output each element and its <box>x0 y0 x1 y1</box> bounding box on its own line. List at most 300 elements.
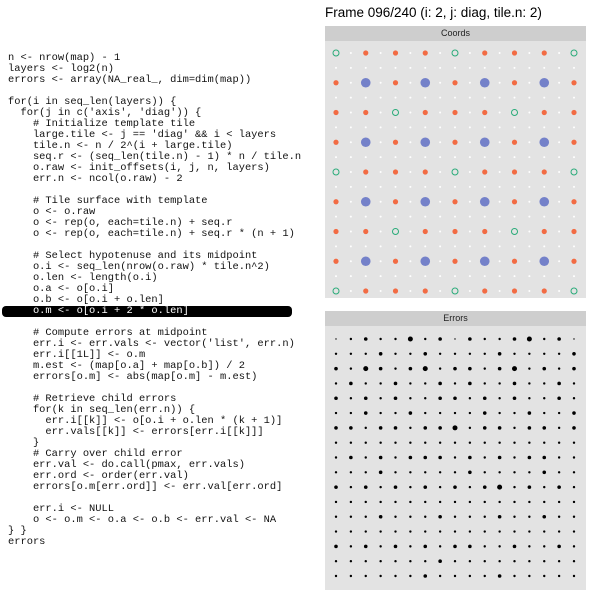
error-dot <box>394 412 396 414</box>
grid-dot <box>499 171 501 173</box>
error-dot <box>469 575 471 577</box>
code-line: tile.n <- n / 2^(i + large.tile) <box>8 140 233 152</box>
grid-dot <box>439 216 441 218</box>
coord-point-blue <box>480 256 490 266</box>
grid-dot <box>409 156 411 158</box>
error-dot <box>423 574 427 578</box>
error-dot <box>469 560 471 562</box>
coord-point-blue <box>539 197 549 207</box>
error-dot <box>453 545 457 549</box>
code-line: err.vals[[k]] <- errors[err.i[[k]]] <box>8 426 264 438</box>
error-dot <box>558 441 560 443</box>
error-dot <box>469 530 471 532</box>
grid-dot <box>558 156 560 158</box>
grid-dot <box>558 186 560 188</box>
coord-point-orange <box>393 50 398 55</box>
coord-point-orange <box>333 229 338 234</box>
error-dot <box>558 471 560 473</box>
grid-dot <box>514 245 516 247</box>
grid-dot <box>380 260 382 262</box>
grid-dot <box>558 231 560 233</box>
error-dot <box>513 412 515 414</box>
error-dot <box>335 560 337 562</box>
error-dot <box>498 456 502 460</box>
error-dot <box>513 516 515 518</box>
error-dot <box>469 353 471 355</box>
error-dot <box>484 441 486 443</box>
error-dot <box>498 574 502 578</box>
error-dot <box>543 501 545 503</box>
grid-dot <box>573 67 575 69</box>
grid-dot <box>528 216 530 218</box>
error-dot <box>454 353 456 355</box>
error-dot <box>572 367 576 371</box>
grid-dot <box>528 275 530 277</box>
error-dot <box>558 412 560 414</box>
grid-dot <box>439 112 441 114</box>
code-listing <box>8 53 301 548</box>
error-dot <box>454 441 456 443</box>
error-dot <box>454 412 456 414</box>
error-dot <box>365 382 367 384</box>
error-dot <box>542 426 546 430</box>
error-dot <box>484 575 486 577</box>
error-dot <box>394 471 396 473</box>
error-dot <box>543 382 545 384</box>
grid-dot <box>528 126 530 128</box>
error-dot <box>484 456 486 458</box>
grid-dot <box>424 97 426 99</box>
grid-dot <box>528 201 530 203</box>
grid-dot <box>499 245 501 247</box>
grid-dot <box>469 260 471 262</box>
coord-point-orange <box>423 288 428 293</box>
grid-dot <box>365 97 367 99</box>
error-dot <box>379 338 381 340</box>
code-line: o <- o.m <- o.a <- o.b <- err.val <- NA <box>8 514 277 526</box>
error-dot <box>498 382 500 384</box>
error-dot <box>513 560 515 562</box>
coord-point-blue <box>420 256 430 266</box>
error-dot <box>484 338 486 340</box>
code-line: err.i[[1L]] <- o.m <box>8 349 146 361</box>
grid-dot <box>380 67 382 69</box>
error-dot <box>364 545 368 549</box>
error-dot <box>409 397 411 399</box>
error-dot <box>542 367 546 371</box>
coord-point-blue <box>420 78 430 88</box>
grid-dot <box>335 126 337 128</box>
grid-dot <box>335 245 337 247</box>
error-dot <box>498 426 502 430</box>
grid-dot <box>380 290 382 292</box>
coords-plot <box>325 41 586 298</box>
coord-point-orange <box>482 50 487 55</box>
coord-point-orange <box>482 288 487 293</box>
errors-plot <box>325 326 586 590</box>
error-dot <box>513 456 515 458</box>
grid-dot <box>365 126 367 128</box>
grid-dot <box>558 112 560 114</box>
error-dot <box>409 501 411 503</box>
code-line: err.i[[k]] <- o[o.i + o.len * (k + 1)] <box>8 415 283 427</box>
grid-dot <box>439 290 441 292</box>
code-line: for(i in seq_len(layers)) { <box>8 96 177 108</box>
grid-dot <box>439 52 441 54</box>
coord-point-orange <box>423 169 428 174</box>
error-dot <box>483 411 487 415</box>
grid-dot <box>380 52 382 54</box>
grid-dot <box>499 290 501 292</box>
grid-dot <box>528 171 530 173</box>
error-dot <box>394 338 396 340</box>
error-dot <box>365 441 367 443</box>
error-dot <box>424 516 426 518</box>
code-line: } } <box>8 525 27 537</box>
grid-dot <box>350 112 352 114</box>
error-dot <box>498 352 502 356</box>
error-dot <box>528 426 532 430</box>
error-dot <box>454 501 456 503</box>
error-dot <box>335 501 337 503</box>
error-dot <box>572 411 576 415</box>
grid-dot <box>514 126 516 128</box>
error-dot <box>334 485 338 489</box>
grid-dot <box>484 216 486 218</box>
error-dot <box>439 412 441 414</box>
error-dot <box>573 516 575 518</box>
error-dot <box>423 545 427 549</box>
error-dot <box>528 411 532 415</box>
code-line: m.est <- (map[o.a] + map[o.b]) / 2 <box>8 360 245 372</box>
code-line: for(k in seq_len(err.n)) { <box>8 404 196 416</box>
code-line: seq.r <- (seq_len(tile.n) - 1) * n / tile.n <box>8 151 302 163</box>
error-dot <box>573 530 575 532</box>
coord-point-green <box>333 169 339 175</box>
coord-point-blue <box>361 197 371 207</box>
grid-dot <box>350 260 352 262</box>
coord-point-orange <box>512 80 517 85</box>
error-dot <box>439 501 441 503</box>
error-dot <box>424 471 426 473</box>
error-dot <box>379 397 381 399</box>
error-dot <box>424 397 426 399</box>
error-dot <box>335 456 337 458</box>
error-dot <box>498 545 500 547</box>
grid-dot <box>469 112 471 114</box>
error-dot <box>483 396 487 400</box>
grid-dot <box>558 290 560 292</box>
error-dot <box>424 530 426 532</box>
error-dot <box>454 530 456 532</box>
error-dot <box>558 367 560 369</box>
error-dot <box>573 456 575 458</box>
code-line: layers <- log2(n) <box>8 63 115 75</box>
error-dot <box>379 486 381 488</box>
grid-dot <box>454 186 456 188</box>
coord-point-orange <box>512 259 517 264</box>
error-dot <box>409 545 411 547</box>
error-dot <box>468 382 472 386</box>
code-line: err.ord <- order(err.val) <box>8 470 189 482</box>
error-dot <box>379 530 381 532</box>
coord-point-green <box>393 110 399 116</box>
coord-point-blue <box>539 78 549 88</box>
error-dot <box>394 501 396 503</box>
error-dot <box>334 396 338 400</box>
coord-point-green <box>452 169 458 175</box>
grid-dot <box>484 186 486 188</box>
error-dot <box>379 382 381 384</box>
grid-dot <box>380 275 382 277</box>
error-dot <box>498 412 500 414</box>
error-dot <box>350 575 352 577</box>
error-dot <box>498 501 500 503</box>
grid-dot <box>380 186 382 188</box>
error-dot <box>423 426 427 430</box>
grid-dot <box>365 186 367 188</box>
grid-dot <box>469 245 471 247</box>
code-line: errors[o.m] <- abs(map[o.m] - m.est) <box>8 371 258 383</box>
code-line: o.raw <- init_offsets(i, j, n, layers) <box>8 162 270 174</box>
error-dot <box>379 352 383 356</box>
coord-point-green <box>571 169 577 175</box>
error-dot <box>498 367 502 371</box>
error-dot <box>454 575 456 577</box>
error-dot <box>349 426 353 430</box>
coord-point-orange <box>482 110 487 115</box>
error-dot <box>543 338 545 340</box>
error-dot <box>528 382 530 384</box>
grid-dot <box>335 156 337 158</box>
error-dot <box>409 530 411 532</box>
error-dot <box>557 545 561 549</box>
error-dot <box>469 516 471 518</box>
coord-point-orange <box>512 169 517 174</box>
grid-dot <box>543 156 545 158</box>
error-dot <box>394 367 396 369</box>
error-dot <box>379 575 381 577</box>
grid-dot <box>409 245 411 247</box>
grid-dot <box>380 231 382 233</box>
error-dot <box>363 366 368 371</box>
code-line: o.len <- length(o.i) <box>8 272 158 284</box>
code-line: err.i <- err.vals <- vector('list', err.n) <box>8 338 295 350</box>
error-dot <box>573 338 574 339</box>
error-dot <box>453 367 457 371</box>
error-dot <box>379 367 383 371</box>
grid-dot <box>543 275 545 277</box>
coord-point-blue <box>480 78 490 88</box>
grid-dot <box>439 82 441 84</box>
grid-dot <box>558 52 560 54</box>
error-dot <box>454 456 456 458</box>
grid-dot <box>484 275 486 277</box>
coord-point-orange <box>333 80 338 85</box>
grid-dot <box>365 67 367 69</box>
error-dot <box>484 545 486 547</box>
error-dot <box>394 516 396 518</box>
error-dot <box>454 471 456 473</box>
error-dot <box>572 352 576 356</box>
grid-dot <box>528 112 530 114</box>
coord-point-orange <box>542 50 547 55</box>
grid-dot <box>558 126 560 128</box>
coord-point-orange <box>512 140 517 145</box>
coord-point-orange <box>452 110 457 115</box>
coord-point-green <box>512 110 518 116</box>
error-dot <box>453 425 458 430</box>
grid-dot <box>514 275 516 277</box>
grid-dot <box>469 231 471 233</box>
error-dot <box>498 530 500 532</box>
coord-point-orange <box>571 110 576 115</box>
error-dot <box>558 575 560 577</box>
error-dot <box>394 560 396 562</box>
grid-dot <box>335 67 337 69</box>
grid-dot <box>528 67 530 69</box>
grid-dot <box>454 97 456 99</box>
error-dot <box>335 382 337 384</box>
error-dot <box>365 575 367 577</box>
code-line: # Tile surface with template <box>8 195 208 207</box>
error-dot <box>558 427 560 429</box>
error-dot <box>379 441 381 443</box>
error-dot <box>334 426 338 430</box>
error-dot <box>350 412 352 414</box>
grid-dot <box>409 231 411 233</box>
error-dot <box>394 575 396 577</box>
error-dot <box>528 545 530 547</box>
grid-dot <box>439 141 441 143</box>
grid-dot <box>365 216 367 218</box>
grid-dot <box>365 156 367 158</box>
code-line-highlighted: o.m <- o[o.i + 2 * o.len] <box>2 306 292 317</box>
grid-dot <box>469 67 471 69</box>
coord-point-orange <box>482 229 487 234</box>
coord-point-blue <box>480 137 490 147</box>
error-dot <box>394 353 396 355</box>
coord-point-orange <box>393 140 398 145</box>
error-dot <box>543 486 545 488</box>
error-dot <box>409 516 411 518</box>
error-dot <box>453 396 457 400</box>
grid-dot <box>543 216 545 218</box>
error-dot <box>543 441 545 443</box>
grid-dot <box>409 141 411 143</box>
grid-dot <box>439 260 441 262</box>
error-dot <box>439 367 441 369</box>
grid-dot <box>350 216 352 218</box>
error-dot <box>513 501 515 503</box>
error-dot <box>498 560 500 562</box>
error-dot <box>558 530 560 532</box>
coord-point-orange <box>363 50 368 55</box>
error-dot <box>543 575 545 577</box>
error-dot <box>542 471 546 475</box>
code-line: err.n <- ncol(o.raw) - 2 <box>8 173 183 185</box>
frame-title: Frame 096/240 (i: 2, j: diag, tile.n: 2) <box>325 5 542 20</box>
error-dot <box>379 501 381 503</box>
error-dot <box>483 426 487 430</box>
grid-dot <box>558 171 560 173</box>
grid-dot <box>395 216 397 218</box>
error-dot <box>454 382 456 384</box>
error-dot <box>528 485 532 489</box>
grid-dot <box>514 186 516 188</box>
error-dot <box>528 353 530 355</box>
grid-dot <box>469 156 471 158</box>
grid-dot <box>543 97 545 99</box>
grid-dot <box>380 97 382 99</box>
coords-svg <box>325 41 586 298</box>
grid-dot <box>528 186 530 188</box>
coord-point-orange <box>452 140 457 145</box>
error-dot <box>439 471 441 473</box>
coord-point-orange <box>571 140 576 145</box>
coord-point-orange <box>571 229 576 234</box>
grid-dot <box>395 67 397 69</box>
coord-point-orange <box>512 288 517 293</box>
coord-point-orange <box>333 140 338 145</box>
coord-point-orange <box>393 199 398 204</box>
grid-dot <box>543 126 545 128</box>
error-dot <box>335 471 337 473</box>
grid-dot <box>558 245 560 247</box>
error-dot <box>484 471 486 473</box>
error-dot <box>424 441 426 443</box>
coord-point-blue <box>539 137 549 147</box>
error-dot <box>439 530 441 532</box>
grid-dot <box>409 67 411 69</box>
code-line: o.a <- o[o.i] <box>8 283 115 295</box>
error-dot <box>334 545 338 549</box>
error-dot <box>513 486 515 488</box>
grid-dot <box>528 231 530 233</box>
grid-dot <box>514 97 516 99</box>
error-dot <box>409 575 411 577</box>
error-dot <box>379 515 383 519</box>
grid-dot <box>558 216 560 218</box>
grid-dot <box>350 156 352 158</box>
grid-dot <box>409 112 411 114</box>
error-dot <box>350 516 352 518</box>
error-dot <box>498 397 500 399</box>
error-dot <box>409 382 411 384</box>
coord-point-orange <box>542 169 547 174</box>
error-dot <box>453 485 457 489</box>
grid-dot <box>484 67 486 69</box>
grid-dot <box>469 126 471 128</box>
coord-point-green <box>571 50 577 56</box>
error-dot <box>528 501 530 503</box>
error-dot <box>408 337 413 342</box>
errors-panel-title: Errors <box>325 311 586 326</box>
error-dot <box>365 530 367 532</box>
error-dot <box>469 397 471 399</box>
grid-dot <box>350 52 352 54</box>
error-dot <box>557 485 561 489</box>
grid-dot <box>350 290 352 292</box>
grid-dot <box>469 186 471 188</box>
grid-dot <box>380 201 382 203</box>
grid-dot <box>409 260 411 262</box>
error-dot <box>513 337 517 341</box>
grid-dot <box>469 141 471 143</box>
error-dot <box>573 560 575 562</box>
error-dot <box>513 382 517 386</box>
grid-dot <box>469 171 471 173</box>
